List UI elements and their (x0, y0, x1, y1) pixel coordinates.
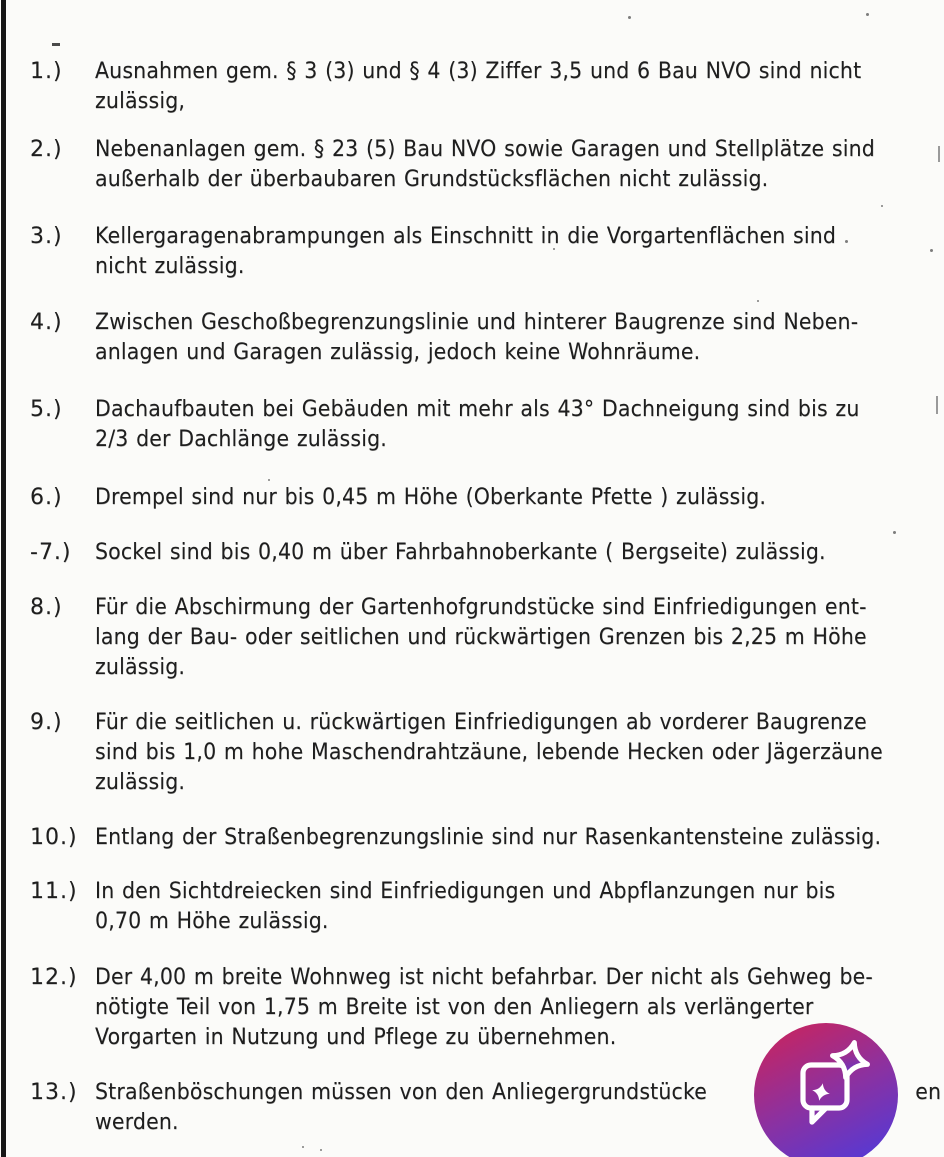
item-line: anlagen und Garagen zulässig, jedoch keine Wohnräume. (95, 340, 701, 365)
item-text (95, 538, 944, 568)
scan-noise (302, 1146, 304, 1148)
item-line: nicht zulässig. (95, 254, 245, 279)
item-line: Der 4,00 m breite Wohnweg ist nicht befahrbar. Der nicht als Gehweg be- (95, 965, 874, 990)
item-line: Dachaufbauten bei Gebäuden mit mehr als 43° Dachneigung sind bis zu (95, 397, 860, 422)
item-line: zulässig. (95, 770, 186, 795)
item-text (95, 57, 944, 117)
item-text (95, 593, 944, 683)
item-line: 2/3 der Dachlänge zulässig. (95, 427, 387, 452)
item-text (95, 483, 944, 513)
item-line: werden. (95, 1110, 179, 1135)
item-line: zulässig, (95, 89, 186, 114)
list-item (30, 135, 944, 195)
item-number: 11.) (30, 879, 78, 904)
item-text (95, 222, 944, 282)
item-number: 6.) (30, 485, 63, 510)
scan-noise (320, 1149, 322, 1151)
list-item (30, 593, 944, 683)
item-line: Straßenböschungen müssen von den Anliegergrundstücke en (95, 1078, 885, 1108)
item-line: Sockel sind bis 0,40 m über Fahrbahnoberkante ( Bergseite) zulässig. (95, 540, 826, 565)
list-item (30, 222, 944, 282)
item-number: 8.) (30, 595, 63, 620)
occluded-text-fragment: en (915, 1080, 942, 1105)
item-number: 1.) (30, 59, 63, 84)
list-item (30, 483, 944, 513)
item-number: 12.) (30, 965, 78, 990)
item-text (95, 395, 944, 455)
item-number: 2.) (30, 137, 63, 162)
list-item (30, 538, 944, 568)
item-line: Zwischen Geschoßbegrenzungslinie und hinterer Baugrenze sind Neben- (95, 310, 859, 335)
item-line: sind bis 1,0 m hohe Maschendrahtzäune, lebende Hecken oder Jägerzäune (95, 740, 883, 765)
item-line: Für die Abschirmung der Gartenhofgrundstücke sind Einfriedigungen ent- (95, 595, 867, 620)
list-item (30, 57, 944, 117)
item-line: nötigte Teil von 1,75 m Breite ist von den Anliegern als verlängerter (95, 995, 814, 1020)
item-line: Kellergaragenabrampungen als Einschnitt in die Vorgartenflächen sind (95, 224, 837, 249)
item-number: 3.) (30, 224, 63, 249)
item-text (95, 308, 944, 368)
item-line: Nebenanlagen gem. § 23 (5) Bau NVO sowie Garagen und Stellplätze sind (95, 137, 875, 162)
item-text (95, 877, 944, 937)
item-line: Für die seitlichen u. rückwärtigen Einfriedigungen ab vorderer Baugrenze (95, 710, 867, 735)
item-text (95, 708, 944, 798)
item-text (95, 135, 944, 195)
list-item (30, 877, 944, 937)
fab-circle (754, 1023, 898, 1157)
list-item (30, 708, 944, 798)
item-line: außerhalb der überbaubaren Grundstücksflächen nicht zulässig. (95, 167, 769, 192)
chat-sparkle-icon (754, 1023, 898, 1157)
item-line: Drempel sind nur bis 0,45 m Höhe (Oberkante Pfette ) zulässig. (95, 485, 767, 510)
item-number: 4.) (30, 310, 63, 335)
item-number: 9.) (30, 710, 63, 735)
item-line: 0,70 m Höhe zulässig. (95, 909, 329, 934)
item-line: In den Sichtdreiecken sind Einfriedigungen und Abpflanzungen nur bis (95, 879, 836, 904)
item-line: Vorgarten in Nutzung und Pflege zu übernehmen. (95, 1025, 617, 1050)
item-line: Entlang der Straßenbegrenzungslinie sind nur Rasenkantensteine zulässig. (95, 825, 882, 850)
item-text (95, 823, 944, 853)
item-number: 10.) (30, 825, 78, 850)
item-line: lang der Bau- oder seitlichen und rückwärtigen Grenzen bis 2,25 m Höhe (95, 625, 867, 650)
list-item (30, 395, 944, 455)
item-number: 13.) (30, 1080, 78, 1105)
item-number: 5.) (30, 397, 63, 422)
item-number: -7.) (30, 540, 72, 565)
list-item (30, 308, 944, 368)
item-line: zulässig. (95, 655, 186, 680)
chat-assistant-button[interactable] (754, 1023, 898, 1157)
list-item (30, 823, 944, 853)
item-line: Ausnahmen gem. § 3 (3) und § 4 (3) Ziffer 3,5 und 6 Bau NVO sind nicht (95, 59, 862, 84)
